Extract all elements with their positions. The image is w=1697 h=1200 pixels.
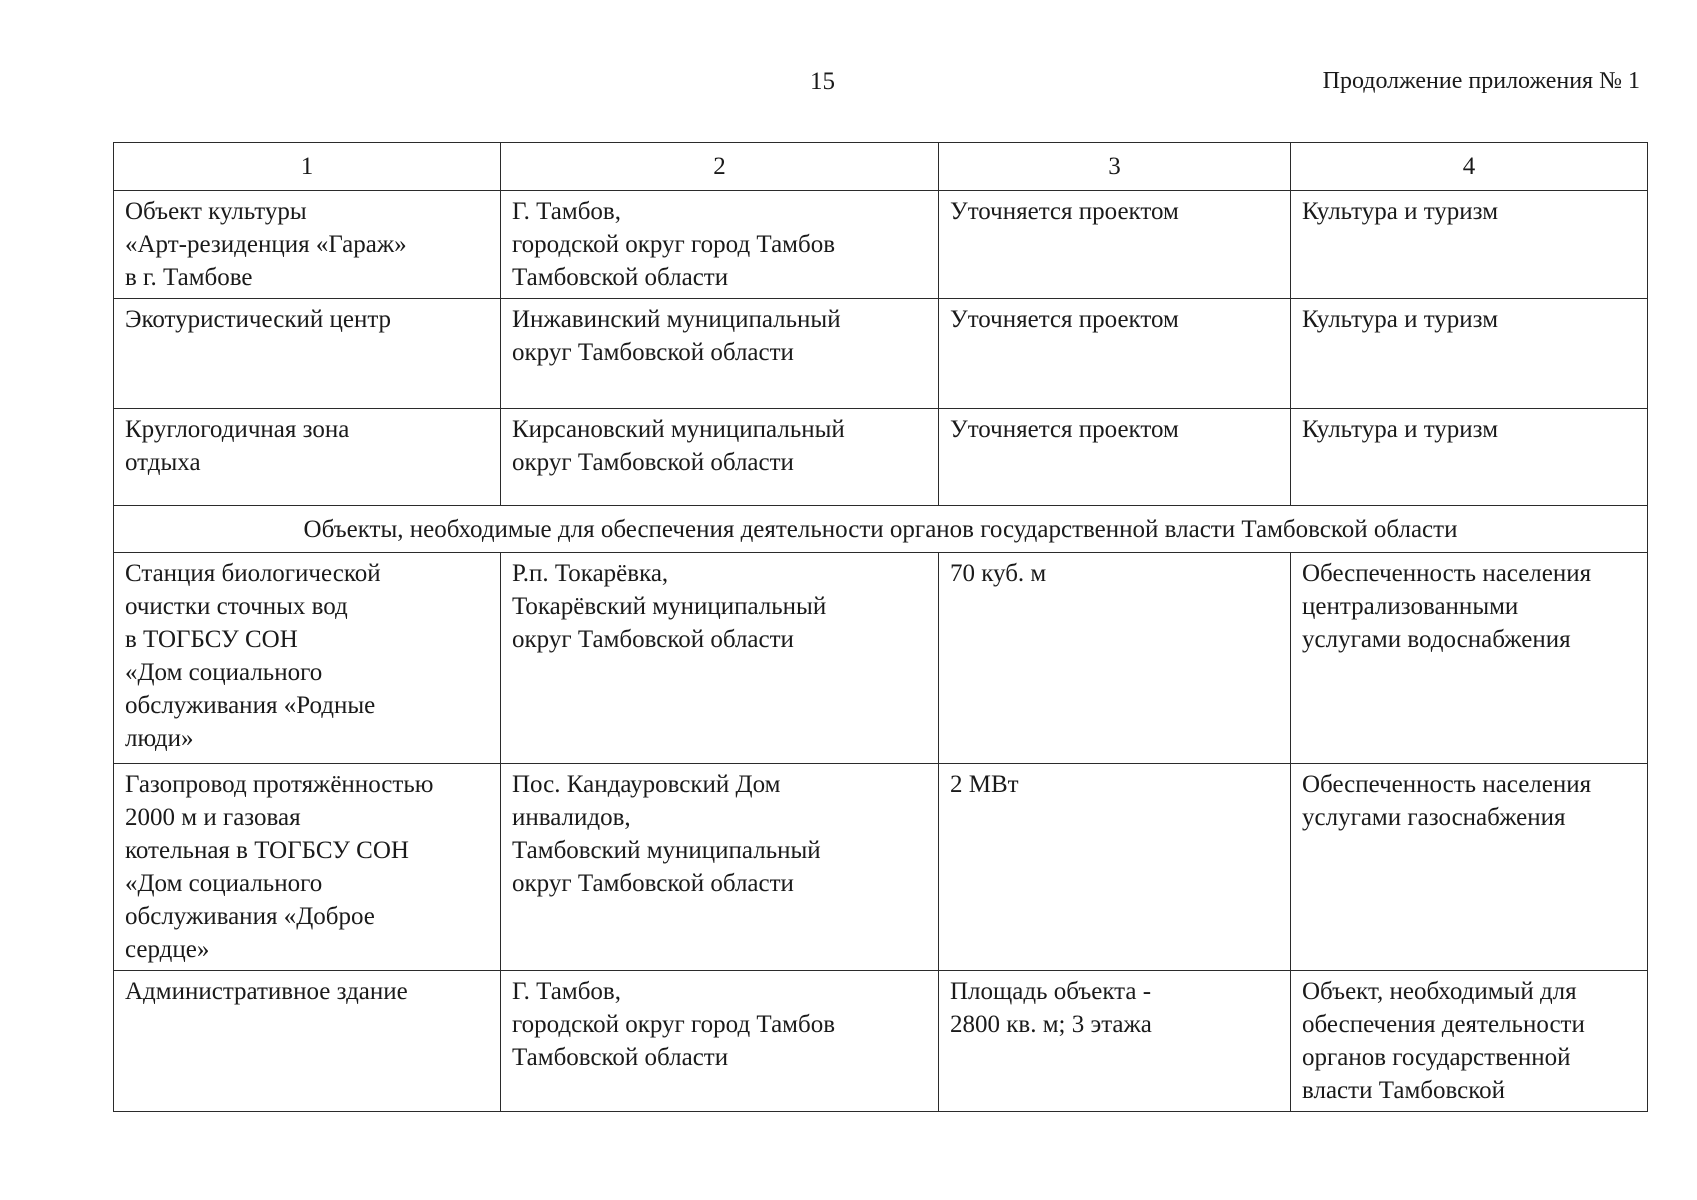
column-number-cell: 4: [1291, 143, 1648, 191]
purpose-cell: Культура и туризм: [1291, 299, 1648, 409]
objects-table: [113, 142, 1648, 1112]
object-name-cell: Газопровод протяжённостью 2000 м и газовая котельная в ТОГБСУ СОН «Дом социального обслуживания «Доброе сердце»: [114, 764, 501, 971]
object-name-cell: Круглогодичная зона отдыха: [114, 409, 501, 506]
column-number-cell: 1: [114, 143, 501, 191]
characteristics-cell: 2 МВт: [939, 764, 1291, 971]
table-row: [114, 191, 1648, 299]
purpose-cell: Обеспеченность населения централизованными услугами водоснабжения: [1291, 553, 1648, 764]
column-number-row: [114, 143, 1648, 191]
column-number-cell: 3: [939, 143, 1291, 191]
location-cell: Кирсановский муниципальный округ Тамбовской области: [501, 409, 939, 506]
location-cell: Пос. Кандауровский Дом инвалидов, Тамбовский муниципальный округ Тамбовской области: [501, 764, 939, 971]
object-name-cell: Административное здание: [114, 971, 501, 1112]
purpose-cell: Обеспеченность населения услугами газоснабжения: [1291, 764, 1648, 971]
object-name-cell: Станция биологической очистки сточных вод в ТОГБСУ СОН «Дом социального обслуживания «Родные люди»: [114, 553, 501, 764]
table-row: [114, 553, 1648, 764]
characteristics-cell: Уточняется проектом: [939, 191, 1291, 299]
purpose-cell: Культура и туризм: [1291, 191, 1648, 299]
location-cell: Г. Тамбов, городской округ город Тамбов Тамбовской области: [501, 191, 939, 299]
location-cell: Инжавинский муниципальный округ Тамбовской области: [501, 299, 939, 409]
section-row: [114, 506, 1648, 553]
purpose-cell: Культура и туризм: [1291, 409, 1648, 506]
section-heading-cell: Объекты, необходимые для обеспечения деятельности органов государственной власти Тамбовской области: [114, 506, 1648, 553]
page-number: 15: [810, 68, 835, 95]
object-name-cell: Объект культуры «Арт-резиденция «Гараж» в г. Тамбове: [114, 191, 501, 299]
characteristics-cell: 70 куб. м: [939, 553, 1291, 764]
table-row: [114, 971, 1648, 1112]
characteristics-cell: Площадь объекта - 2800 кв. м; 3 этажа: [939, 971, 1291, 1112]
location-cell: Г. Тамбов, городской округ город Тамбов Тамбовской области: [501, 971, 939, 1112]
location-cell: Р.п. Токарёвка, Токарёвский муниципальный округ Тамбовской области: [501, 553, 939, 764]
table-row: [114, 409, 1648, 506]
characteristics-cell: Уточняется проектом: [939, 409, 1291, 506]
table-row: [114, 764, 1648, 971]
column-number-cell: 2: [501, 143, 939, 191]
table-row: [114, 299, 1648, 409]
page-caption: Продолжение приложения № 1: [1322, 68, 1640, 94]
characteristics-cell: Уточняется проектом: [939, 299, 1291, 409]
object-name-cell: Экотуристический центр: [114, 299, 501, 409]
purpose-cell: Объект, необходимый для обеспечения деятельности органов государственной власти Тамбовской: [1291, 971, 1648, 1112]
